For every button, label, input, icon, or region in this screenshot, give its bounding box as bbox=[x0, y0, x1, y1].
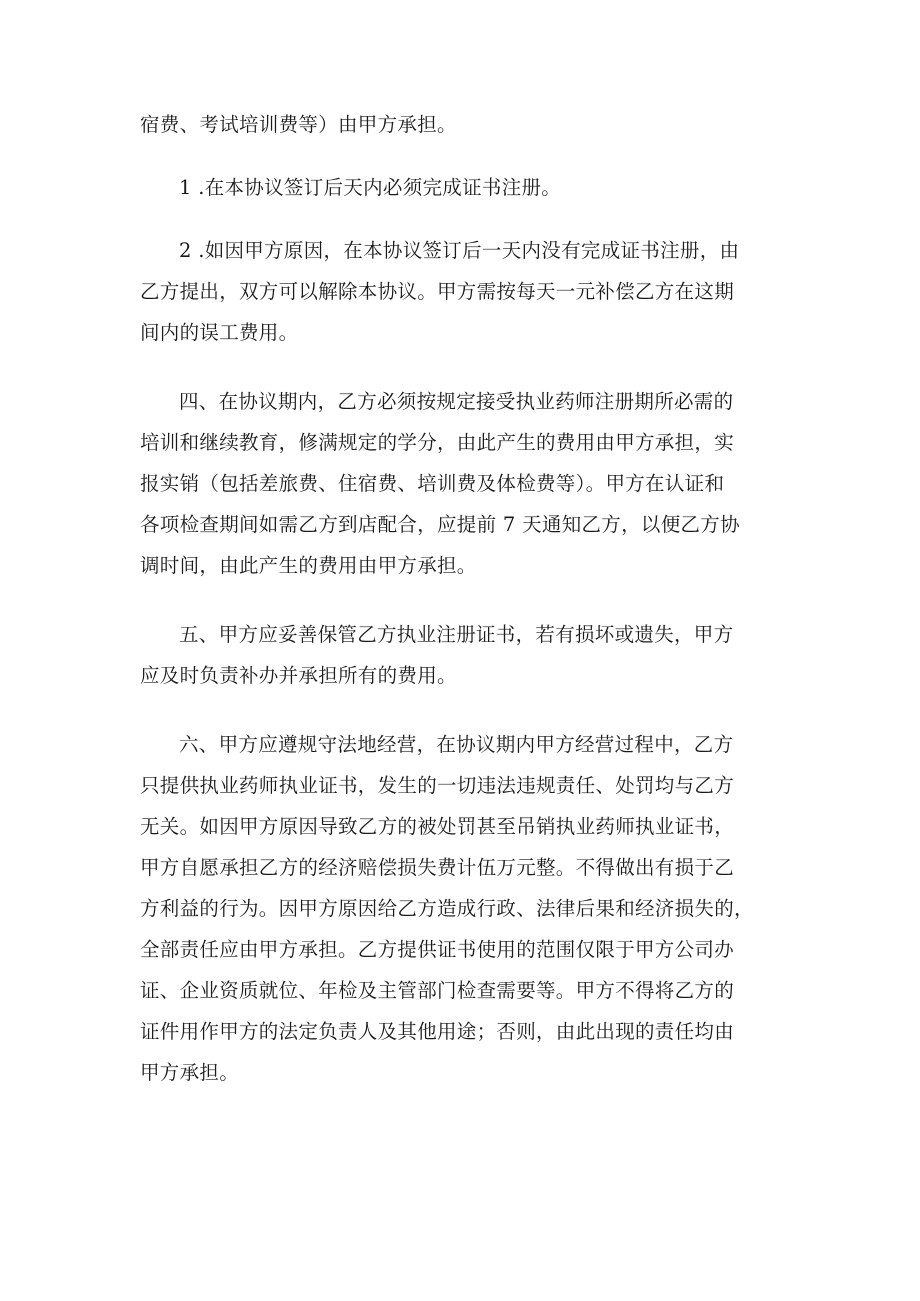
text-line: 乙方提出，双方可以解除本协议。甲方需按每天一元补偿乙方在这期 bbox=[140, 280, 735, 303]
text-line: 四、在协议期内，乙方必须按规定接受执业药师注册期所必需的 bbox=[179, 390, 734, 413]
document-body bbox=[140, 104, 786, 1093]
paragraph-clause-4 bbox=[140, 381, 786, 586]
text-line: 间内的误工费用。 bbox=[140, 321, 299, 344]
text-line: 证件用作甲方的法定负责人及其他用途；否则，由此出现的责任均由 bbox=[140, 1020, 735, 1043]
text-line: 1 .在本协议签订后天内必须完成证书注册。 bbox=[179, 176, 562, 199]
paragraph-item-2 bbox=[140, 230, 786, 353]
paragraph-clause-5 bbox=[140, 614, 786, 696]
text-line: 应及时负责补办并承担所有的费用。 bbox=[140, 664, 457, 687]
text-line: 只提供执业药师执业证书，发生的一切违法违规责任、处罚均与乙方 bbox=[140, 774, 735, 797]
text-line: 甲方承担。 bbox=[140, 1061, 240, 1084]
text-line: 全部责任应由甲方承担。乙方提供证书使用的范围仅限于甲方公司办 bbox=[140, 938, 735, 961]
text-line: 宿费、考试培训费等）由甲方承担。 bbox=[140, 113, 457, 136]
text-line: 调时间，由此产生的费用由甲方承担。 bbox=[140, 554, 477, 577]
text-line: 六、甲方应遵规守法地经营，在协议期内甲方经营过程中，乙方 bbox=[179, 733, 734, 756]
text-line: 五、甲方应妥善保管乙方执业注册证书，若有损坏或遗失，甲方 bbox=[179, 623, 734, 646]
paragraph-item-1 bbox=[140, 167, 786, 208]
text-line: 证、企业资质就位、年检及主管部门检查需要等。甲方不得将乙方的 bbox=[140, 979, 735, 1002]
paragraph-continuation bbox=[140, 104, 786, 145]
paragraph-clause-6 bbox=[140, 724, 786, 1093]
text-line: 方利益的行为。因甲方原因给乙方造成行政、法律后果和经济损失的， bbox=[140, 897, 754, 920]
text-line: 报实销（包括差旅费、住宿费、培训费及体检费等）。甲方在认证和 bbox=[140, 472, 725, 495]
text-line: 2 .如因甲方原因，在本协议签订后一天内没有完成证书注册，由 bbox=[179, 239, 740, 262]
text-line: 培训和继续教育，修满规定的学分，由此产生的费用由甲方承担，实 bbox=[140, 431, 735, 454]
text-line: 各项检查期间如需乙方到店配合，应提前 7 天通知乙方，以便乙方协 bbox=[140, 513, 740, 536]
text-line: 无关。如因甲方原因导致乙方的被处罚甚至吊销执业药师执业证书， bbox=[140, 815, 735, 838]
text-line: 甲方自愿承担乙方的经济赔偿损失费计伍万元整。不得做出有损于乙 bbox=[140, 856, 735, 879]
